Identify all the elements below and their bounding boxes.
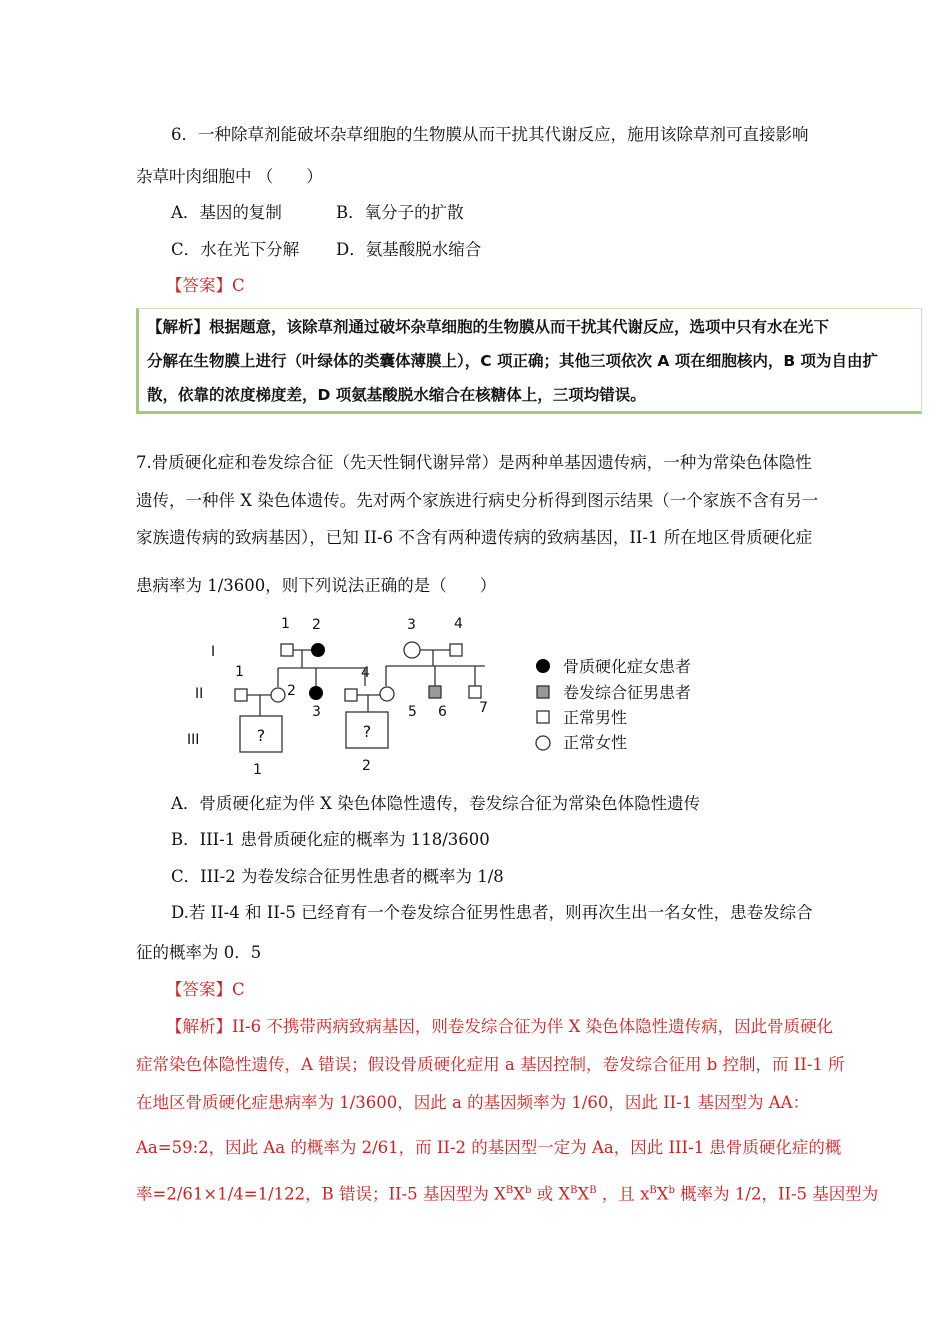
q7-stem-line3: 家族遗传病的致病基因），已知 II-6 不含有两种遗传病的致病基因，II-1 所在地区骨质硬化症 (136, 528, 813, 547)
pedigree-num-I3: 3 (407, 617, 416, 633)
pedigree-II4-normal-male (345, 689, 357, 701)
q7-stem-line2: 遗传，一种伴 X 染色体遗传。先对两个家族进行病史分析得到图示结果（一个家族不含有另一 (136, 491, 819, 510)
pedigree-num-II2: 2 (287, 683, 296, 699)
q6-option-b: B．氧分子的扩散 (336, 203, 464, 222)
q7-expl5-sup3: B (570, 1185, 578, 1196)
pedigree-I4-normal-male (450, 644, 462, 656)
q7-answer: 【答案】C (166, 980, 245, 999)
legend-affected-female-symbol (536, 659, 550, 673)
q7-expl5-sup5: B (649, 1185, 657, 1196)
q7-expl5-part7: 概率为 1/2，II-5 基因型为 (674, 1184, 879, 1204)
pedigree-III2-question: ? (362, 722, 372, 741)
pedigree-num-II4: 4 (361, 665, 370, 681)
q7-expl5-part3: 或 X (531, 1184, 571, 1204)
q7-explanation-line5 (136, 1180, 878, 1206)
q6-option-c: C．水在光下分解 (171, 240, 300, 259)
pedigree-num-III2: 2 (362, 758, 371, 774)
q7-explanation-line3: 在地区骨质硬化症患病率为 1/3600，因此 a 的基因频率为 1/60，因此 II-1 基因型为 AA： (136, 1093, 810, 1112)
legend-affected-male-symbol (537, 686, 549, 698)
legend-normal-male-label: 正常男性 (563, 708, 628, 727)
pedigree-II3-affected-female (309, 686, 323, 700)
legend-normal-female-symbol (536, 736, 550, 750)
q6-explanation-line2: 分解在生物膜上进行（叶绿体的类囊体薄膜上），C 项正确；其他三项依次 A 项在细胞核内，B 项为自由扩 (147, 352, 879, 370)
q7-expl5-sup1: B (505, 1185, 514, 1196)
pedigree-num-I2: 2 (312, 617, 321, 633)
legend-affected-female-label: 骨质硬化症女患者 (563, 657, 692, 676)
q7-expl5-part4: X (577, 1184, 590, 1204)
q7-explanation-line2: 症常染色体隐性遗传，A 错误；假设骨质硬化症用 a 基因控制，卷发综合征用 b 控制，而 II-1 所 (136, 1055, 845, 1074)
pedigree-num-II5: 5 (408, 704, 417, 720)
q7-expl5-sup6: b (668, 1185, 675, 1196)
pedigree-I1-normal-male (281, 644, 293, 656)
q6-option-d: D．氨基酸脱水缩合 (336, 240, 482, 259)
pedigree-I2-affected-female (311, 643, 325, 657)
legend-normal-female-label: 正常女性 (563, 733, 628, 752)
q7-explanation-line1: 【解析】II-6 不携带两病致病基因，则卷发综合征为伴 X 染色体隐性遗传病，因此骨质硬化 (166, 1017, 834, 1036)
legend-affected-male-label: 卷发综合征男患者 (563, 683, 692, 702)
pedigree-III1-question: ? (256, 726, 266, 745)
pedigree-II5-normal-female (380, 687, 394, 701)
pedigree-num-II7: 7 (479, 700, 488, 716)
q7-expl5-sup2: b (524, 1185, 532, 1196)
q7-expl5-part6: X (656, 1184, 669, 1204)
q6-explanation-box (136, 308, 922, 414)
q7-expl5-part5: ，且 x (596, 1184, 650, 1204)
q6-explanation-line3: 散，依靠的浓度梯度差，D 项氨基酸脱水缩合在核糖体上，三项均错误。 (147, 386, 646, 404)
pedigree-I3-normal-female (404, 642, 420, 658)
pedigree-legend (536, 657, 691, 752)
pedigree-num-I4: 4 (454, 616, 463, 632)
pedigree-diagram (180, 606, 720, 786)
legend-normal-male-symbol (537, 711, 549, 723)
q6-answer: 【答案】C (166, 276, 245, 295)
q7-option-b: B．III-1 患骨质硬化症的概率为 118/3600 (171, 830, 490, 849)
q6-stem-line2: 杂草叶肉细胞中 （ ） (136, 167, 323, 186)
q7-expl5-part2: X (513, 1184, 525, 1204)
pedigree-num-II3: 3 (312, 704, 321, 720)
q7-expl5-part1: 率=2/61×1/4=1/122，B 错误；II-5 基因型为 X (136, 1184, 506, 1204)
q7-stem-line4: 患病率为 1/3600，则下列说法正确的是（ ） (136, 576, 497, 595)
q7-option-d-line1: D.若 II-4 和 II-5 已经育有一个卷发综合征男性患者，则再次生出一名女性，患卷发综合 (171, 903, 813, 922)
pedigree-gen-II-label: II (195, 686, 204, 702)
pedigree-II6-affected-male (429, 686, 441, 698)
q6-explanation-line1: 【解析】根据题意，该除草剂通过破坏杂草细胞的生物膜从而干扰其代谢反应，选项中只有水在光下 (147, 318, 830, 336)
q7-option-a: A．骨质硬化症为伴 X 染色体隐性遗传，卷发综合征为常染色体隐性遗传 (171, 794, 701, 813)
q6-option-a: A．基因的复制 (171, 203, 282, 222)
q6-stem-line1: 6．一种除草剂能破坏杂草细胞的生物膜从而干扰其代谢反应，施用该除草剂可直接影响 (171, 125, 809, 144)
pedigree-gen-III-label: III (187, 732, 200, 748)
pedigree-gen-I-label: I (211, 644, 216, 660)
pedigree-num-II1: 1 (235, 664, 244, 680)
q7-option-c: C．III-2 为卷发综合征男性患者的概率为 1/8 (171, 867, 504, 886)
q7-expl5-sup4: B (589, 1185, 597, 1196)
pedigree-II2-normal-female (271, 688, 285, 702)
pedigree-II7-normal-male (469, 686, 481, 698)
q7-explanation-line4: Aa=59:2，因此 Aa 的概率为 2/61，而 II-2 的基因型一定为 Aa，因此 III-1 患骨质硬化症的概 (136, 1138, 842, 1157)
pedigree-II1-normal-male (235, 689, 247, 701)
pedigree-num-III1: 1 (253, 762, 262, 778)
q7-option-d-line2: 征的概率为 0．5 (136, 943, 262, 962)
q7-stem-line1: 7.骨质硬化症和卷发综合征（先天性铜代谢异常）是两种单基因遗传病，一种为常染色体隐性 (136, 453, 812, 472)
pedigree-num-II6: 6 (438, 704, 447, 720)
pedigree-num-I1: 1 (281, 616, 290, 632)
